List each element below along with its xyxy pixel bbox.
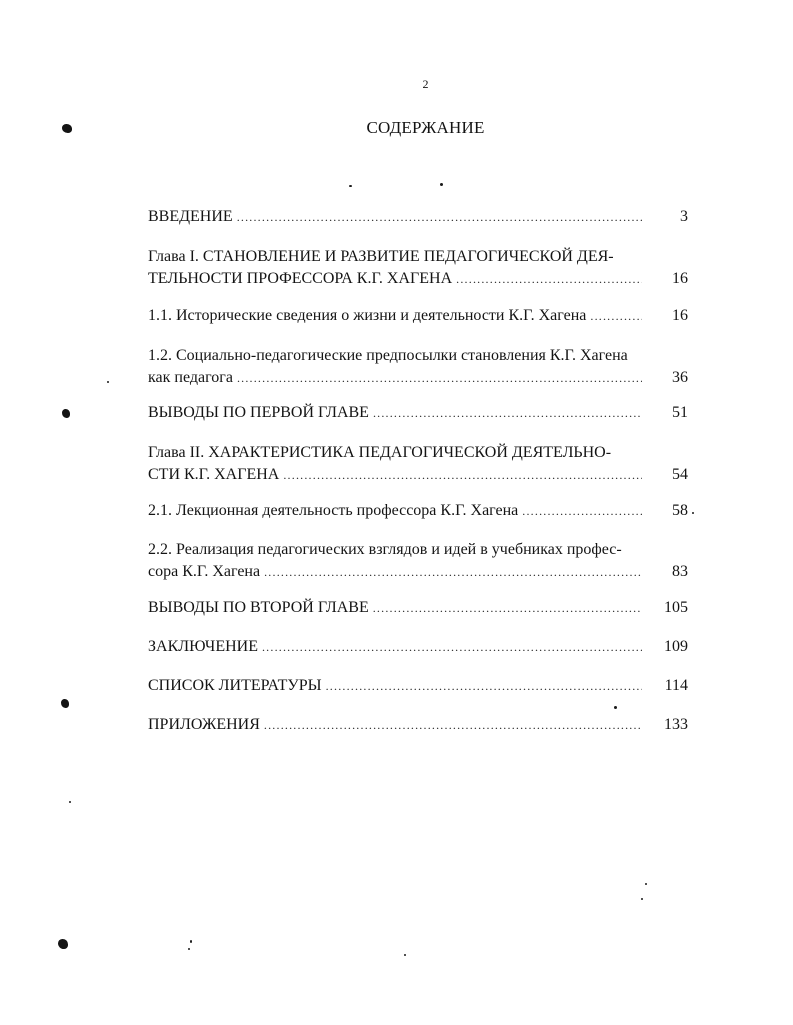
toc-entry-chapter-1[interactable]	[148, 246, 688, 290]
scan-speck	[692, 512, 694, 514]
leader-dots	[283, 464, 642, 486]
scan-speck	[440, 183, 443, 186]
toc-entry-page: 105	[664, 599, 688, 616]
toc-entry-appendices[interactable]	[148, 714, 688, 736]
toc-entry-title: ЗАКЛЮЧЕНИЕ	[148, 638, 258, 655]
toc-entry-title-continued: сора К.Г. Хагена	[148, 563, 261, 580]
toc-entry-page: 3	[680, 208, 688, 225]
leader-dots	[590, 305, 642, 327]
toc-entry-conclusions-chapter-1[interactable]	[148, 402, 688, 424]
scan-speck	[190, 940, 192, 943]
toc-entry-page: 114	[664, 677, 688, 694]
toc-entry-section-2-2[interactable]	[148, 539, 688, 583]
toc-entry-page: 16	[672, 307, 688, 324]
toc-entry-title: ВЫВОДЫ ПО ПЕРВОЙ ГЛАВЕ	[148, 404, 369, 421]
toc-entry-title: Глава I. СТАНОВЛЕНИЕ И РАЗВИТИЕ ПЕДАГОГИЧЕСКОЙ ДЕЯ-	[148, 248, 614, 265]
toc-entry-page: 83	[672, 563, 688, 580]
punch-hole-mark	[62, 409, 70, 418]
leader-dots	[262, 636, 642, 658]
leader-dots	[456, 268, 642, 290]
toc-entry-page: 51	[672, 404, 688, 421]
toc-entry-section-2-1[interactable]	[148, 500, 688, 522]
leader-dots	[264, 714, 642, 736]
leader-dots	[373, 402, 642, 424]
scan-speck	[645, 883, 647, 885]
scan-speck	[69, 801, 71, 803]
scan-speck	[107, 381, 109, 383]
toc-entry-section-1-2[interactable]	[148, 345, 688, 389]
toc-entry-title: Глава II. ХАРАКТЕРИСТИКА ПЕДАГОГИЧЕСКОЙ ДЕЯТЕЛЬНО-	[148, 444, 612, 461]
toc-entry-title: СПИСОК ЛИТЕРАТУРЫ	[148, 677, 322, 694]
toc-entry-title: ПРИЛОЖЕНИЯ	[148, 716, 260, 733]
toc-entry-section-1-1[interactable]	[148, 305, 688, 327]
toc-entry-page: 109	[664, 638, 688, 655]
punch-hole-mark	[61, 699, 69, 708]
toc-entry-title-continued: как педагога	[148, 369, 233, 386]
toc-entry-title: ВЫВОДЫ ПО ВТОРОЙ ГЛАВЕ	[148, 599, 369, 616]
leader-dots	[237, 206, 642, 228]
scan-speck	[349, 185, 352, 187]
page-number: 2	[422, 77, 429, 91]
toc-entry-title-continued: ТЕЛЬНОСТИ ПРОФЕССОРА К.Г. ХАГЕНА	[148, 270, 453, 287]
scan-speck	[614, 706, 617, 709]
toc-entry-page: 36	[672, 369, 688, 386]
leader-dots	[373, 597, 642, 619]
toc-entry-title: 1.2. Социально-педагогические предпосылки становления К.Г. Хагена	[148, 347, 628, 364]
toc-entry-page: 54	[672, 466, 688, 483]
leader-dots	[264, 561, 642, 583]
leader-dots	[237, 367, 642, 389]
leader-dots	[522, 500, 642, 522]
toc-entry-page: 133	[664, 716, 688, 733]
toc-entry-title: ВВЕДЕНИЕ	[148, 208, 233, 225]
toc-entry-introduction[interactable]	[148, 206, 688, 228]
toc-entry-title: 1.1. Исторические сведения о жизни и деятельности К.Г. Хагена	[148, 307, 587, 324]
punch-hole-mark	[58, 939, 68, 949]
toc-title: СОДЕРЖАНИЕ	[366, 118, 485, 137]
toc-entry-conclusion[interactable]	[148, 636, 688, 658]
toc-entry-chapter-2[interactable]	[148, 442, 688, 486]
punch-hole-mark	[62, 124, 72, 133]
toc-entry-page: 58	[672, 502, 688, 519]
scan-speck	[404, 954, 406, 956]
toc-entry-title: 2.2. Реализация педагогических взглядов и идей в учебниках профес-	[148, 541, 622, 558]
toc-entry-page: 16	[672, 270, 688, 287]
toc-entry-title: 2.1. Лекционная деятельность профессора К.Г. Хагена	[148, 502, 519, 519]
scan-speck	[641, 898, 643, 900]
leader-dots	[326, 675, 642, 697]
scan-speck	[188, 948, 190, 950]
toc-entry-conclusions-chapter-2[interactable]	[148, 597, 688, 619]
toc-entry-references[interactable]	[148, 675, 688, 697]
toc-entry-title-continued: СТИ К.Г. ХАГЕНА	[148, 466, 280, 483]
